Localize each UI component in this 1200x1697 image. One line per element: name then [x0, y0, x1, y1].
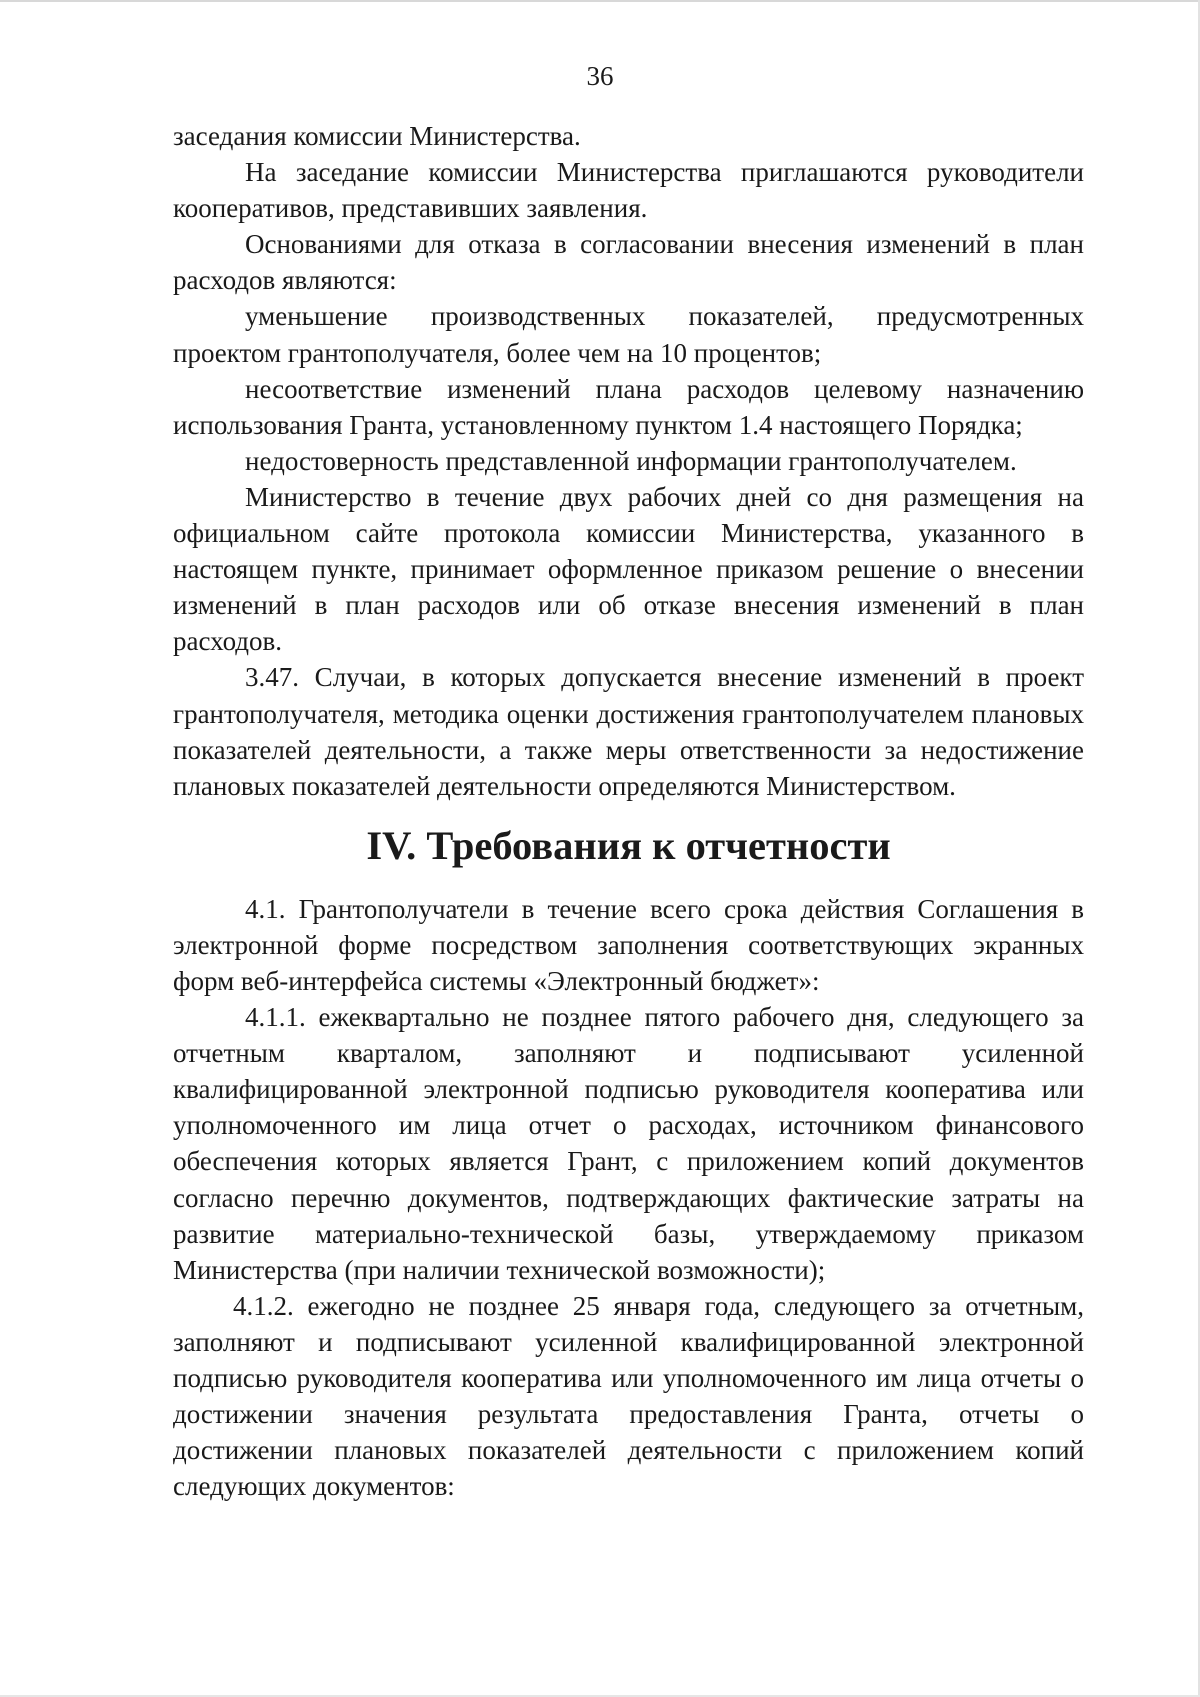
- paragraph-ground-3: недостоверность представленной информации грантополучателем.: [245, 445, 1017, 476]
- paragraph-ground-1: уменьшение производственных показателей, предусмотренных проектом грантополучателя, более чем на 10 процентов;: [173, 301, 1084, 368]
- paragraph-refusal-grounds: Основаниями для отказа в согласовании внесения изменений в план расходов являются:: [173, 229, 1084, 296]
- paragraph-ground-2: несоответствие изменений плана расходов целевому назначению использования Гранта, установленному пунктом 1.4 настоящего Порядка;: [173, 373, 1084, 440]
- scan-edge-top: [0, 0, 1200, 2]
- paragraph-invitation: На заседание комиссии Министерства приглашаются руководители кооперативов, представивших заявления.: [173, 157, 1084, 224]
- section-title: IV. Требования к отчетности: [366, 822, 891, 868]
- page-number: 36: [586, 61, 614, 91]
- paragraph-4-1-2: 4.1.2. ежегодно не позднее 25 января года, следующего за отчетным, заполняют и подписывают усиленной квалифицированной электронной подписью руководителя кооператива или уполномоченного им лица отчеты о достижении значения результата предоставления Гранта, отчеты о достижении плановых показателей деятельности с приложением копий следующих документов:: [173, 1290, 1084, 1502]
- paragraph-4-1: 4.1. Грантополучатели в течение всего срока действия Соглашения в электронной форме посредством заполнения соответствующих экранных форм веб-интерфейса системы «Электронный бюджет»:: [173, 893, 1084, 996]
- paragraph-continuation: заседания комиссии Министерства.: [173, 121, 581, 151]
- document-body: [173, 118, 1084, 1504]
- paragraph-3-47: 3.47. Случаи, в которых допускается внесение изменений в проект грантополучателя, методика оценки достижения грантополучателем плановых показателей деятельности, а также меры ответственности за недостижение плановых показателей деятельности определяются Министерством.: [173, 662, 1084, 801]
- paragraph-ministry-decision: Министерство в течение двух рабочих дней со дня размещения на официальном сайте протокола комиссии Министерства, указанного в настоящем пункте, принимает оформленное приказом решение о внесении изменений в план расходов или об отказе внесения изменений в план расходов.: [173, 481, 1084, 657]
- paragraph-4-1-1: 4.1.1. ежеквартально не позднее пятого рабочего дня, следующего за отчетным кварталом, заполняют и подписывают усиленной квалифицированной электронной подписью руководителя кооператива или уполномоченного им лица отчет о расходах, источником финансового обеспечения которых является Грант, с приложением копий документов согласно перечню документов, подтверждающих фактические затраты на развитие материально-технической базы, утверждаемому приказом Министерства (при наличии технической возможности);: [173, 1002, 1084, 1285]
